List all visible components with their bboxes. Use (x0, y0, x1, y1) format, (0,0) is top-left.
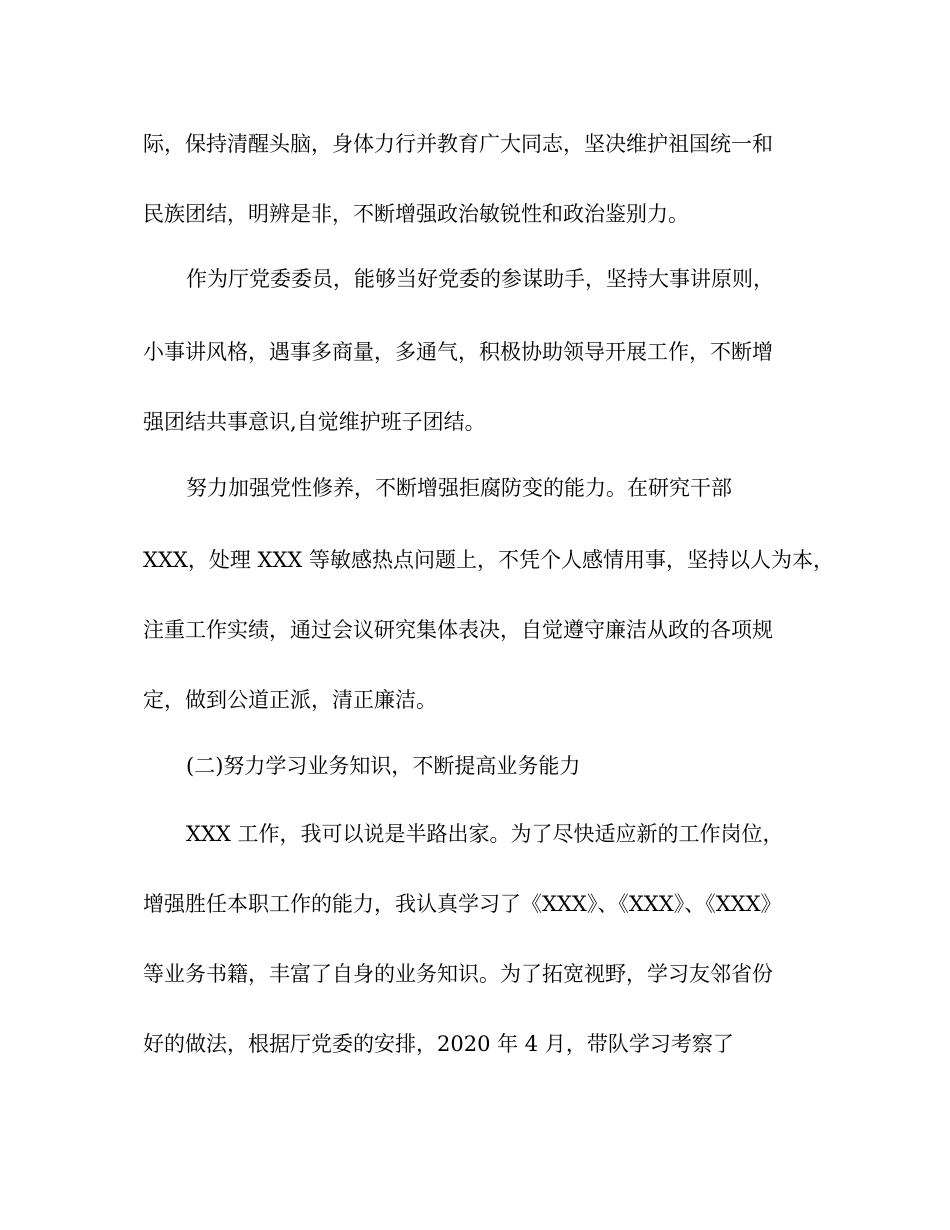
text-line-12: 增强胜任本职工作的能力，我认真学习了《XXX》、《XXX》、《XXX》 (143, 892, 782, 916)
paragraph-start-line: 作为厅党委委员，能够当好党委的参谋助手，坚持大事讲原则， (186, 267, 774, 291)
paragraph-start-line: 努力加强党性修养，不断增强拒腐防变的能力。在研究干部 (186, 476, 732, 500)
text-line-13: 等业务书籍，丰富了自身的业务知识。为了拓宽视野，学习友邻省份 (143, 962, 773, 986)
paragraph-start-line: XXX 工作，我可以说是半路出家。为了尽快适应新的工作岗位， (186, 822, 784, 846)
text-line-9: 定，做到公道正派，清正廉洁。 (143, 688, 437, 712)
text-line-8: 注重工作实绩，通过会议研究集体表决，自觉遵守廉洁从政的各项规 (143, 618, 773, 642)
text-line-14: 好的做法，根据厅党委的安排，2020 年 4 月，带队学习考察了 (143, 1032, 734, 1056)
text-line-2: 民族团结，明辨是非，不断增强政治敏锐性和政治鉴别力。 (143, 202, 689, 226)
text-line-1: 际，保持清醒头脑，身体力行并教育广大同志，坚决维护祖国统一和 (143, 132, 773, 156)
text-line-5: 强团结共事意识,自觉维护班子团结。 (143, 410, 486, 434)
text-line-7: XXX，处理 XXX 等敏感热点问题上，不凭个人感情用事，坚持以人为本， (143, 548, 835, 572)
section-heading: (二)努力学习业务知识，不断提高业务能力 (186, 754, 581, 778)
text-line-4: 小事讲风格，遇事多商量，多通气，积极协助领导开展工作，不断增 (143, 340, 773, 364)
